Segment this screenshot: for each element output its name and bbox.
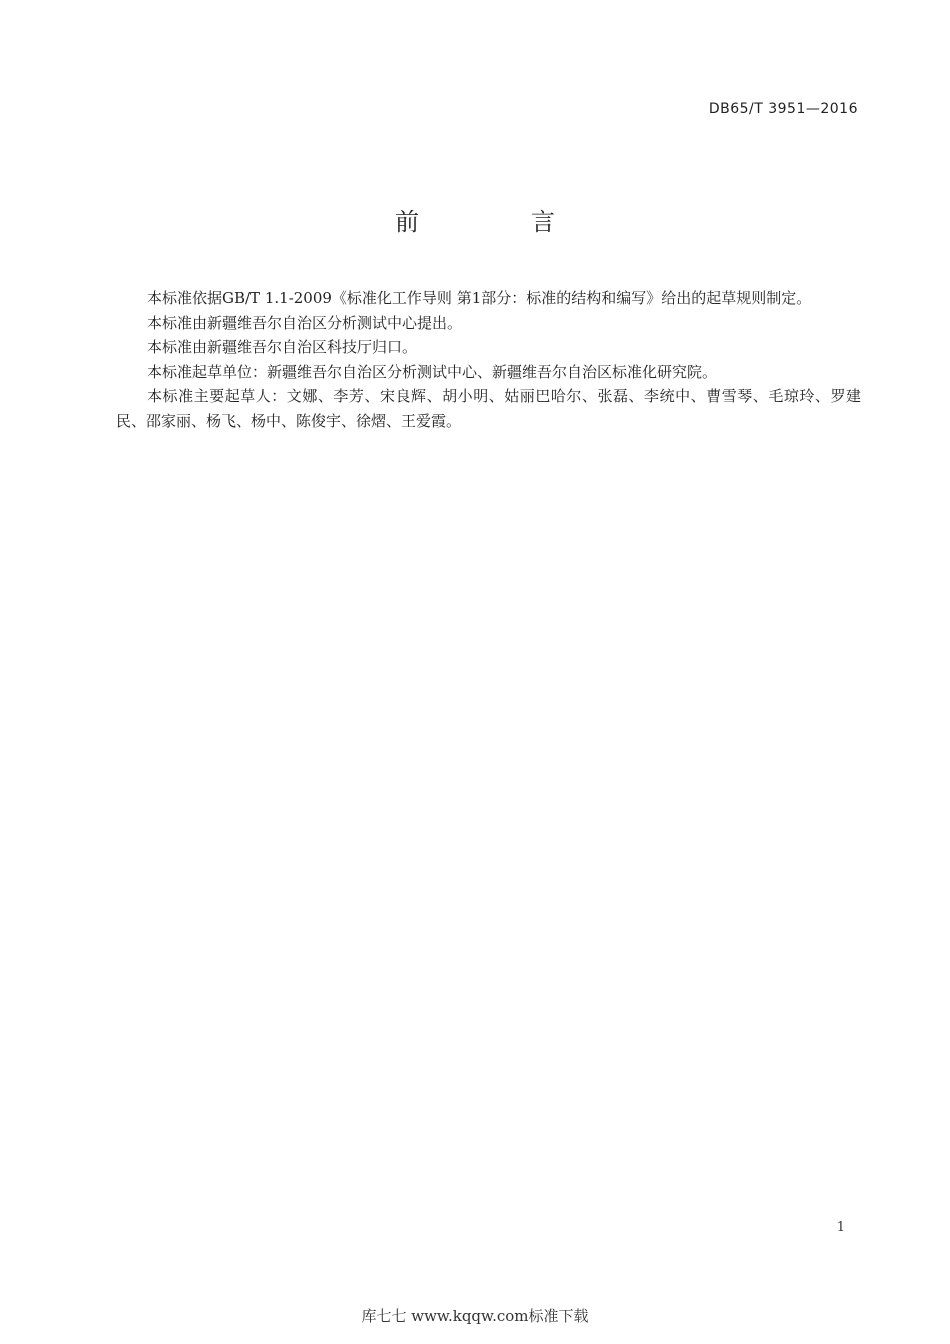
document-code: DB65/T 3951—2016 bbox=[708, 101, 858, 117]
paragraph-drafting-units: 本标准起草单位：新疆维吾尔自治区分析测试中心、新疆维吾尔自治区标准化研究院。 bbox=[147, 362, 718, 381]
footer-watermark: 库七七 www.kqqw.com标准下载 bbox=[361, 1307, 589, 1325]
paragraph-proposer: 本标准由新疆维吾尔自治区分析测试中心提出。 bbox=[147, 313, 463, 332]
paragraph-drafters: 本标准主要起草人：文娜、李芳、宋良辉、胡小明、姑丽巴哈尔、张磊、李统中、曹雪琴、毛琼玲、罗建民、邵家丽、杨飞、杨中、陈俊宇、徐熠、王爱霞。 bbox=[116, 387, 861, 430]
page-number: 1 bbox=[836, 1220, 845, 1235]
foreword-body bbox=[116, 286, 861, 433]
paragraph-drafting-rules: 本标准依据GB/T 1.1-2009《标准化工作导则 第1部分：标准的结构和编写》给出的起草规则制定。 bbox=[147, 289, 812, 307]
section-title: 前 言 bbox=[395, 208, 599, 236]
paragraph-administrator: 本标准由新疆维吾尔自治区科技厅归口。 bbox=[147, 338, 418, 356]
